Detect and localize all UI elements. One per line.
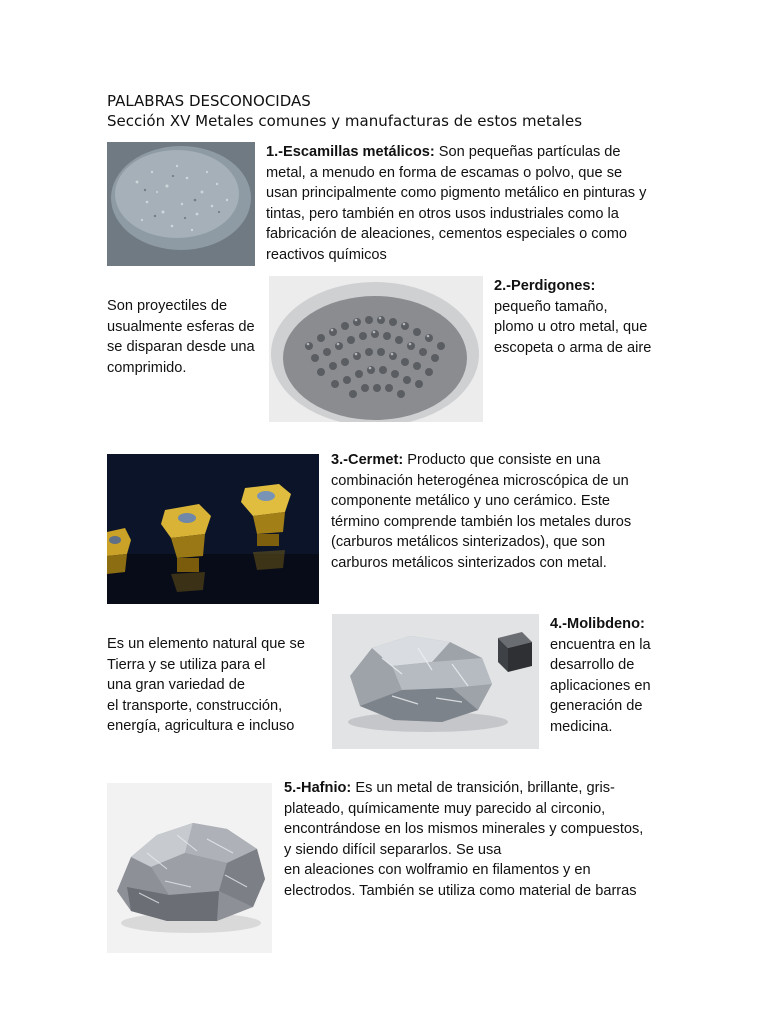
molybdenum-image <box>332 614 539 749</box>
entry-1-term: 1.-Escamillas metálicos: <box>266 144 435 160</box>
entry-1-text: 1.-Escamillas metálicos: Son pequeñas partículas de metal, a menudo en forma de escamas o polvo, que se usan principalmente como pigmento metálico en pinturas y tintas, pero también en otros usos industriales como la fabricación de aleaciones, cementos especiales o como reactivos químicos <box>266 144 647 263</box>
page-subtitle: Sección XV Metales comunes y manufacturas de estos metales <box>107 112 583 130</box>
entry-3-text: 3.-Cermet: Producto que consiste en una combinación heterogénea microscópica de un componente metálico y uno cerámico. Este término comprende también los metales duros (carburos metálicos sinterizados), que son carburos metálicos sinterizados con metal. <box>331 452 632 571</box>
entry-4-right-text: 4.-Molibdeno: encuentra en la desarrollo de aplicaciones en generación de medicina. <box>550 616 651 735</box>
hafnium-image <box>107 783 272 953</box>
page-title: PALABRAS DESCONOCIDAS <box>107 92 311 110</box>
entry-4-left-text: Es un elemento natural que se Tierra y se utiliza para el una gran variedad de el transporte, construcción, energía, agricultura e incluso <box>107 636 305 735</box>
entry-5-text: 5.-Hafnio: Es un metal de transición, brillante, gris- plateado, químicamente muy parecido al circonio, encontrándose en los mismos minerales y compuestos, y siendo difícil separarlos. Se usa en aleaciones con wolframio en filamentos y en electrodos. También se utiliza como material de barras <box>284 780 644 899</box>
entry-5-term: 5.-Hafnio: <box>284 780 352 796</box>
entry-2-right-text: 2.-Perdigones: pequeño tamaño, plomo u otro metal, que escopeta o arma de aire <box>494 278 652 356</box>
cermet-inserts-image <box>107 454 319 604</box>
entry-2-term: 2.-Perdigones: <box>494 278 596 294</box>
metal-flakes-image <box>107 142 255 266</box>
entry-3-term: 3.-Cermet: <box>331 452 404 468</box>
shot-pellets-image <box>269 276 483 422</box>
entry-2-left-text: Son proyectiles de usualmente esferas de se disparan desde una comprimido. <box>107 298 255 376</box>
entry-4-term: 4.-Molibdeno: <box>550 616 645 632</box>
